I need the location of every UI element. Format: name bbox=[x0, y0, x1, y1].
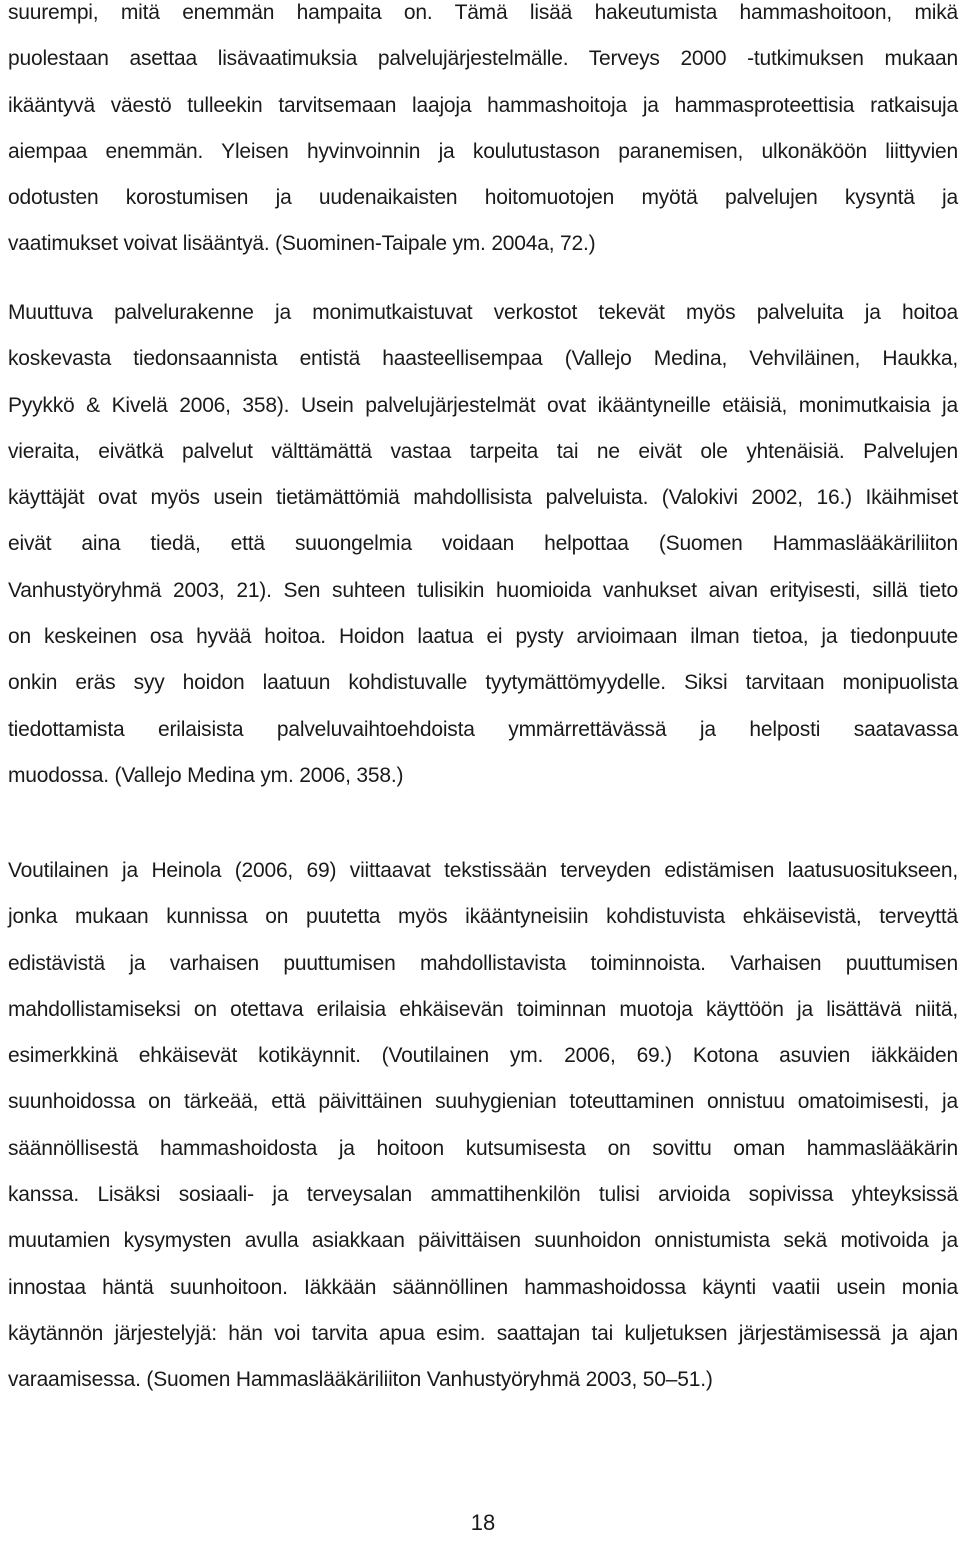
text-line: edistävistä ja varhaisen puuttumisen mahdollistavista toiminnoista. Varhaisen puuttumisen bbox=[8, 951, 958, 975]
text-line: innostaa häntä suunhoitoon. Iäkkään säännöllinen hammashoidossa käynti vaatii usein monia bbox=[8, 1275, 958, 1299]
text-line: muutamien kysymysten avulla asiakkaan päivittäisen suunhoidon onnistumista sekä motivoida ja bbox=[8, 1229, 958, 1253]
text-line: muodossa. (Vallejo Medina ym. 2006, 358.) bbox=[8, 763, 404, 787]
text-line: esimerkkinä ehkäisevät kotikäynnit. (Voutilainen ym. 2006, 69.) Kotona asuvien iäkkäiden bbox=[8, 1044, 958, 1068]
text-line: eivät aina tiedä, että suuongelmia voidaan helpottaa (Suomen Hammaslääkäriliiton bbox=[8, 532, 958, 556]
text-line: ikääntyvä väestö tulleekin tarvitsemaan laajoja hammashoitoja ja hammasproteettisia ratkaisuja bbox=[8, 93, 958, 117]
text-line: suurempi, mitä enemmän hampaita on. Tämä lisää hakeutumista hammashoitoon, mikä bbox=[8, 1, 958, 24]
text-line: suunhoidossa on tärkeää, että päivittäinen suuhygienian toteuttaminen onnistuu omatoimisesti, ja bbox=[8, 1090, 958, 1114]
text-line: vaatimukset voivat lisääntyä. (Suominen-Taipale ym. 2004a, 72.) bbox=[8, 232, 596, 256]
page-number: 18 bbox=[470, 1510, 496, 1535]
text-line: Muuttuva palvelurakenne ja monimutkaistuvat verkostot tekevät myös palveluita ja hoitoa bbox=[8, 301, 958, 324]
text-line: onkin eräs syy hoidon laatuun kohdistuvalle tyytymättömyydelle. Siksi tarvitaan monipuolista bbox=[8, 671, 958, 695]
text-line: käytännön järjestelyjä: hän voi tarvita apua esim. saattajan tai kuljetuksen järjestämisessä ja ajan bbox=[8, 1321, 958, 1345]
document-page bbox=[8, 0, 958, 1541]
text-line: Voutilainen ja Heinola (2006, 69) viittaavat tekstissään terveyden edistämisen laatusuositukseen, bbox=[8, 859, 958, 882]
text-line: käyttäjät ovat myös usein tietämättömiä mahdollisista palveluista. (Valokivi 2002, 16.) Ikäihmiset bbox=[8, 486, 958, 510]
text-line: jonka mukaan kunnissa on puutetta myös ikääntyneisiin kohdistuvista ehkäisevistä, terveyttä bbox=[8, 905, 958, 929]
text-line: tiedottamista erilaisista palveluvaihtoehdoista ymmärrettävässä ja helposti saatavassa bbox=[8, 717, 958, 741]
text-line: on keskeinen osa hyvää hoitoa. Hoidon laatua ei pysty arvioimaan ilman tietoa, ja tiedonpuute bbox=[8, 625, 958, 649]
text-line: säännöllisestä hammashoidosta ja hoitoon kutsumisesta on sovittu oman hammaslääkärin bbox=[8, 1136, 958, 1160]
paragraph-3 bbox=[8, 848, 958, 1404]
text-line: varaamisessa. (Suomen Hammaslääkäriliiton Vanhustyöryhmä 2003, 50–51.) bbox=[8, 1368, 713, 1392]
text-line: puolestaan asettaa lisävaatimuksia palvelujärjestelmälle. Terveys 2000 -tutkimuksen mukaan bbox=[8, 47, 958, 71]
text-line: aiempaa enemmän. Yleisen hyvinvoinnin ja koulutustason paranemisen, ulkonäköön liittyvien bbox=[8, 139, 958, 163]
paragraph-1 bbox=[8, 0, 958, 268]
text-line: Vanhustyöryhmä 2003, 21). Sen suhteen tulisikin huomioida vanhukset aivan erityisesti, sillä tieto bbox=[8, 578, 958, 602]
text-line: Pyykkö & Kivelä 2006, 358). Usein palvelujärjestelmät ovat ikääntyneille etäisiä, monimutkaisia ja bbox=[8, 393, 958, 417]
text-line: odotusten korostumisen ja uudenaikaisten hoitomuotojen myötä palvelujen kysyntä ja bbox=[8, 186, 958, 210]
text-line: mahdollistamiseksi on otettava erilaisia ehkäisevän toiminnan muotoja käyttöön ja lisättävä niitä, bbox=[8, 997, 958, 1021]
text-line: vieraita, eivätkä palvelut välttämättä vastaa tarpeita tai ne eivät ole yhtenäisiä. Palvelujen bbox=[8, 439, 958, 463]
text-line: kanssa. Lisäksi sosiaali- ja terveysalan ammattihenkilön tulisi arvioida sopivissa yhteyksissä bbox=[8, 1183, 958, 1207]
paragraph-2 bbox=[8, 290, 958, 799]
text-line: koskevasta tiedonsaannista entistä haasteellisempaa (Vallejo Medina, Vehviläinen, Haukka, bbox=[8, 347, 958, 371]
